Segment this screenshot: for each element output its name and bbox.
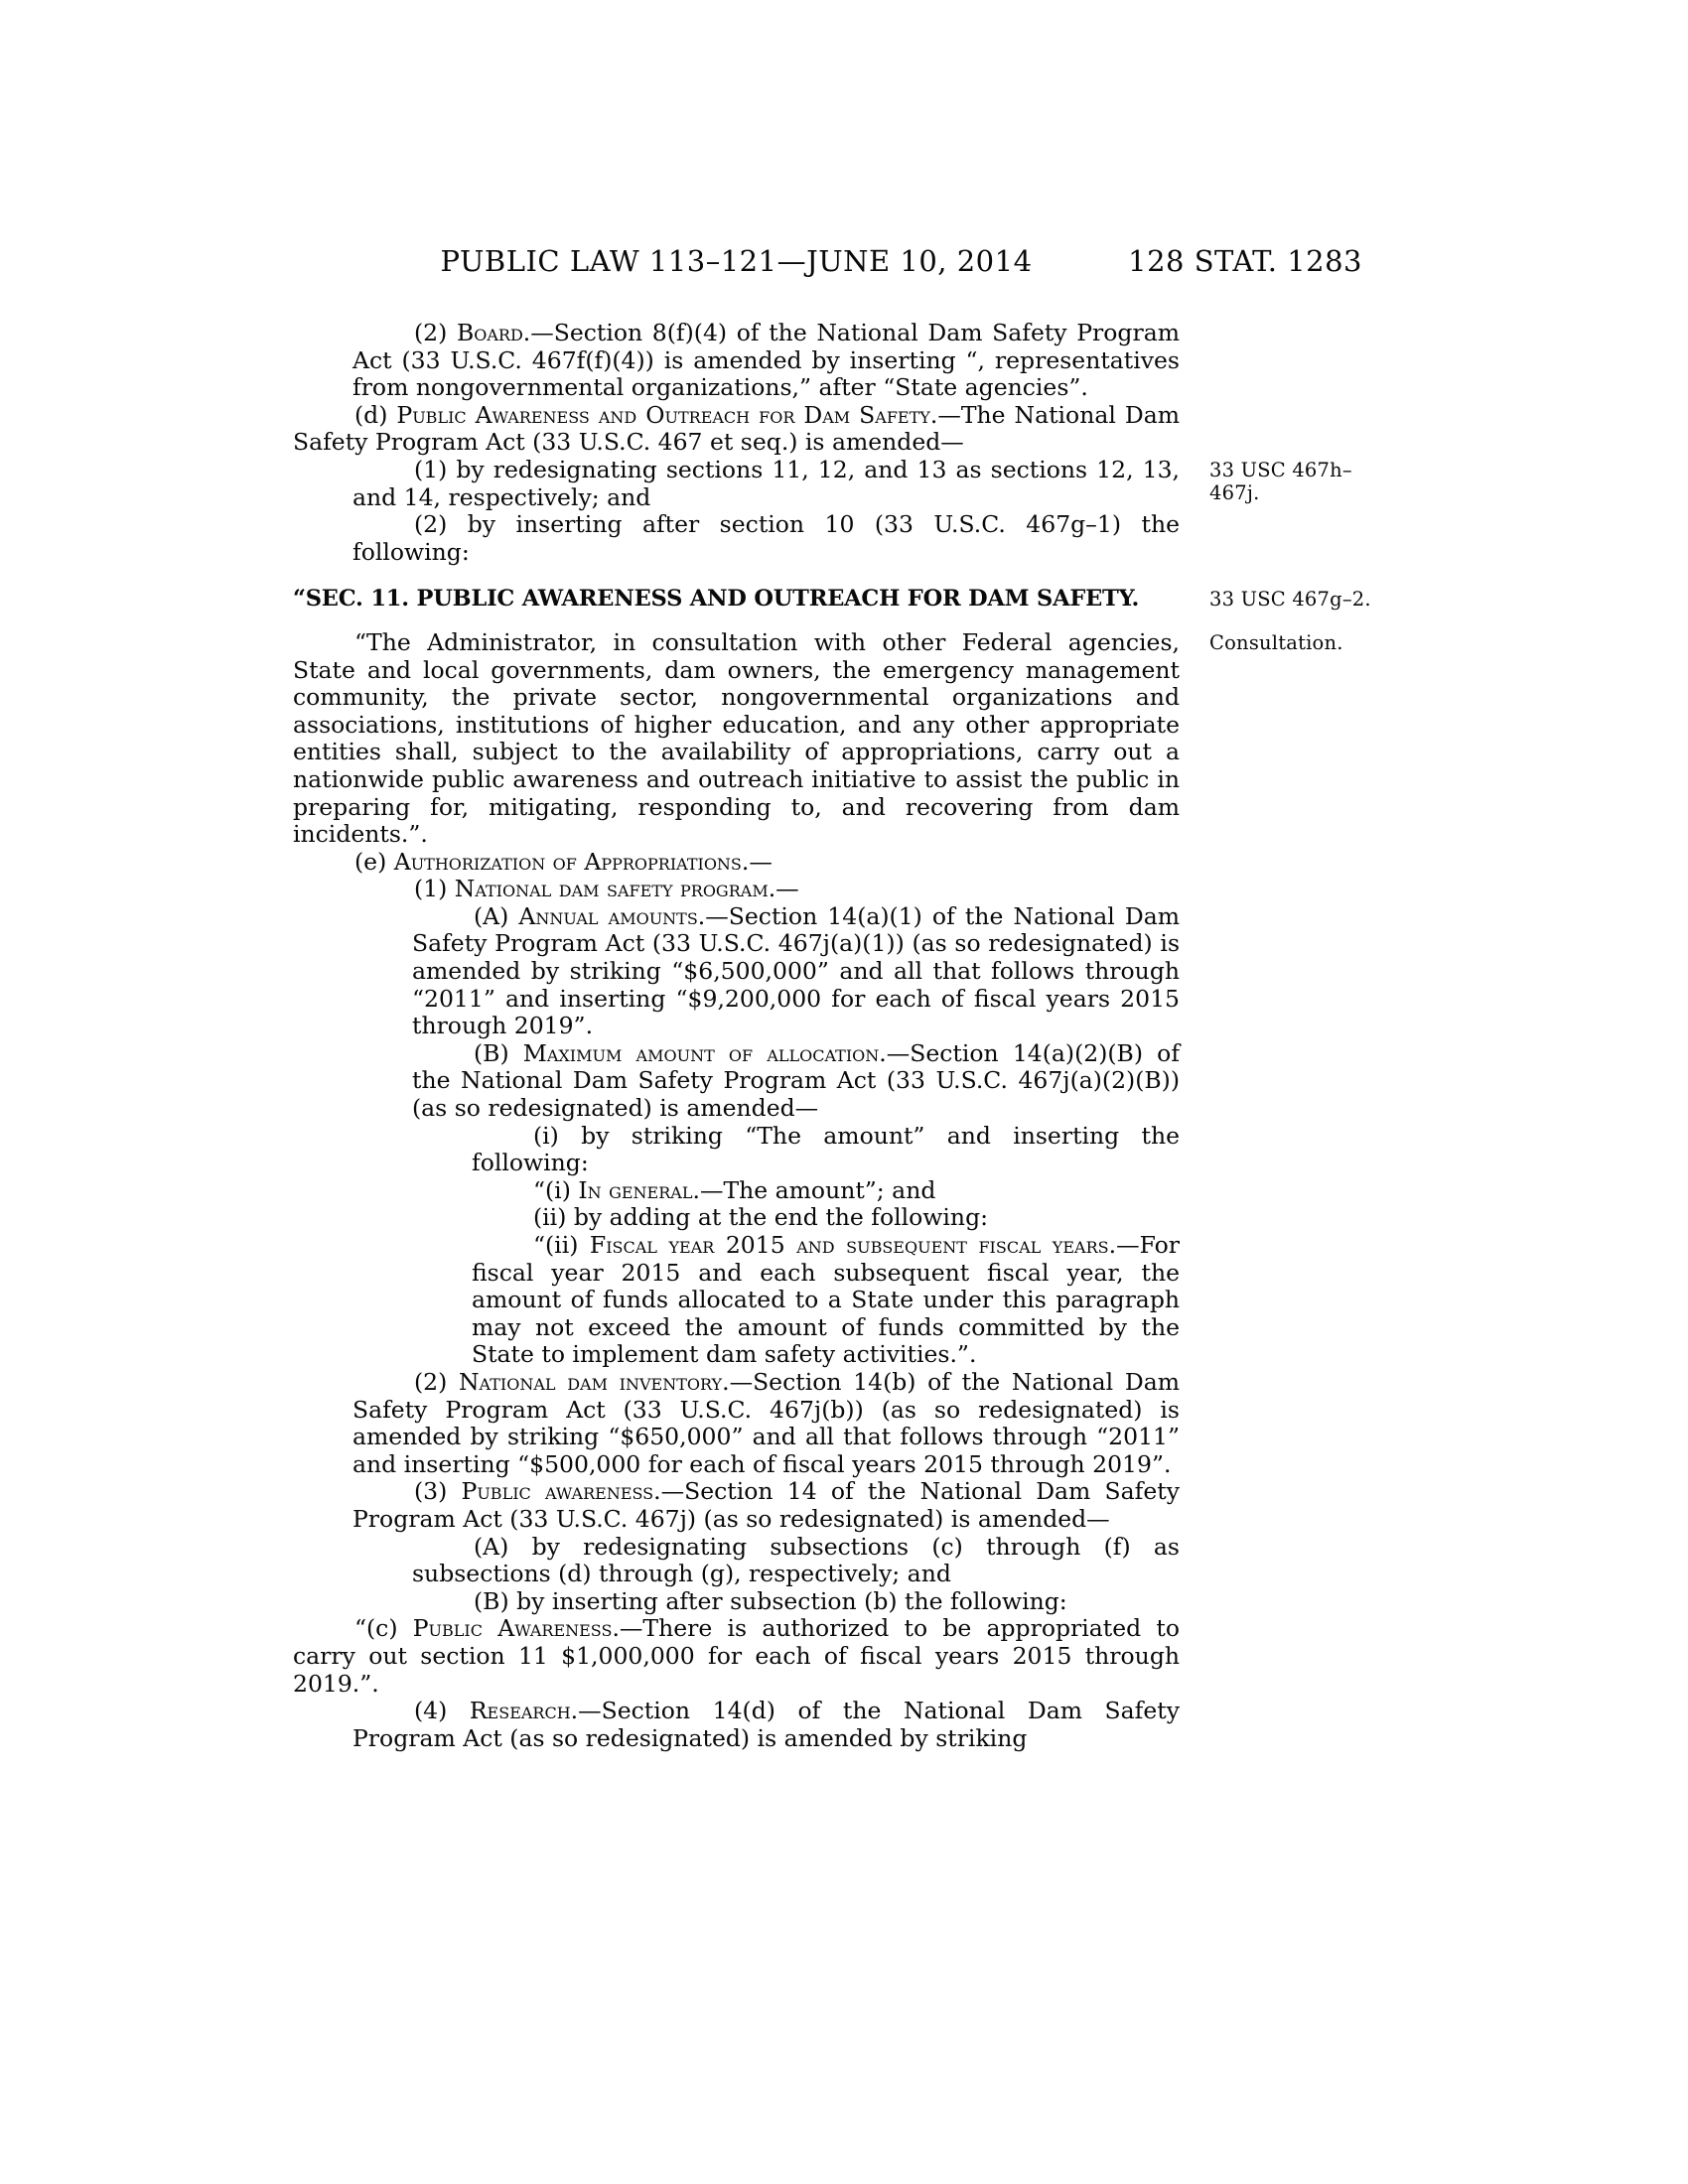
text-run: (i) by striking “The amount” and inserting the following: [472, 1121, 1180, 1177]
text-run: (2) by inserting after section 10 (33 U.S.C. 467g–1) the following: [352, 510, 1180, 566]
text-run: —Section 14(a)(1) of the National Dam Safety Program Act (33 U.S.C. 467j(a)(1)) (as so redesignated) is amended by striking “$6,500,000” and all that follows through “2011” and inserting “$9,200,000 for each of fiscal years 2015 through 2019”. [412, 901, 1181, 1040]
smallcaps-run: National dam safety program. [454, 875, 776, 903]
text-run: (2) [414, 319, 457, 346]
smallcaps-run: Board. [456, 319, 531, 346]
smallcaps-run: Annual amounts. [518, 901, 706, 930]
smallcaps-run: Authorization of Appropriations. [393, 847, 750, 876]
text-run: (1) by redesignating sections 11, 12, and 13 as sections 12, 13, and 14, respectively; and [352, 455, 1180, 511]
text-run: —The National Dam Safety Program Act (33 U.S.C. 467 et seq.) is amended— [293, 400, 1181, 457]
text-run: “SEC. 11. PUBLIC AWARENESS AND OUTREACH FOR DAM SAFETY. [293, 586, 1140, 613]
statute-paragraph [412, 1534, 1180, 1588]
text-run: (A) by redesignating subsections (c) through (f) as subsections (d) through (g), respectively; and [412, 1532, 1180, 1588]
statute-paragraph [293, 627, 1343, 849]
smallcaps-run: Public awareness. [461, 1477, 661, 1506]
text-run: (4) [414, 1697, 470, 1725]
section-heading [293, 586, 1371, 614]
text-run: (3) [414, 1477, 462, 1506]
smallcaps-run: Public Awareness and Outreach for Dam Safety. [396, 400, 938, 429]
text-run: —There is authorized to be appropriated to carry out section 11 $1,000,000 for each of fiscal years 2015 through 2019.”. [293, 1614, 1180, 1698]
text-run: — [775, 875, 799, 903]
statute-paragraph [293, 402, 1180, 457]
text-run: (A) [474, 901, 519, 930]
margin-note: 33 USC 467g–2. [1209, 588, 1371, 612]
text-run: “(c) [354, 1614, 413, 1643]
smallcaps-run: Public Awareness. [412, 1614, 620, 1643]
statute-paragraph [352, 320, 1180, 402]
text-column [293, 319, 1371, 1752]
page-header-stat-number: 128 STAT. 1283 [1128, 244, 1362, 278]
smallcaps-run: Fiscal year 2015 and subsequent fiscal years. [589, 1231, 1117, 1259]
text-run: (e) [354, 847, 394, 876]
smallcaps-run: National dam inventory. [458, 1367, 730, 1396]
text-run: —Section 14(b) of the National Dam Safety Program Act (33 U.S.C. 467j(b)) (as so redesignated) is amended by striking “$650,000” and all that follows through “2011” and inserting “$500,000 for each of fiscal years 2015 through 2019”. [352, 1367, 1180, 1478]
text-run: (B) [474, 1038, 523, 1067]
margin-note: Consultation. [1209, 630, 1343, 654]
page-header-law-title: PUBLIC LAW 113–121—JUNE 10, 2014 [440, 244, 1033, 278]
statute-paragraph [472, 1232, 1180, 1369]
statute-paragraph [412, 1588, 1180, 1616]
statute-paragraph [352, 1369, 1180, 1478]
statute-paragraph [352, 511, 1180, 566]
text-run: —Section 14(a)(2)(B) of the National Dam Safety Program Act (33 U.S.C. 467j(a)(2)(B)) (as so redesignated) is amended— [412, 1038, 1181, 1123]
statute-paragraph [352, 876, 1180, 903]
statute-paragraph [412, 903, 1180, 1040]
text-run: “The Administrator, in consultation with other Federal agencies, State and local governments, dam owners, the emergency management community, the private sector, nongovernmental organizations and associations, institutions of higher education, and any other appropriate entities shall, subject to the availability of appropriations, carry out a nationwide public awareness and outreach initiative to assist the public in preparing for, mitigating, responding to, and recovering from dam incidents.”. [293, 627, 1180, 849]
margin-note: 33 USC 467h–467j. [1209, 458, 1352, 505]
statute-paragraph [352, 1478, 1180, 1533]
smallcaps-run: In general. [578, 1175, 700, 1204]
statute-paragraph [352, 455, 1352, 511]
text-run: —For fiscal year 2015 and each subsequent fiscal year, the amount of funds allocated to a State under this paragraph may not exceed the amount of funds committed by the State to implement dam safety activities.”. [472, 1231, 1180, 1369]
text-run: “(ii) [533, 1231, 590, 1259]
text-run: — [749, 847, 773, 876]
statute-paragraph [293, 1615, 1180, 1698]
statute-paragraph [352, 1698, 1180, 1752]
text-run: (ii) by adding at the end the following: [533, 1203, 989, 1232]
text-run: (B) by inserting after subsection (b) the following: [474, 1586, 1067, 1615]
statute-paragraph [472, 1123, 1180, 1177]
smallcaps-run: Maximum amount of allocation. [522, 1038, 887, 1067]
text-run: —Section 14 of the National Dam Safety Program Act (33 U.S.C. 467j) (as so redesignated) is amended— [352, 1477, 1180, 1533]
text-run: —Section 14(d) of the National Dam Safety Program Act (as so redesignated) is amended by striking [352, 1697, 1180, 1752]
statute-paragraph [412, 1040, 1180, 1123]
text-run: —Section 8(f)(4) of the National Dam Safety Program Act (33 U.S.C. 467f(f)(4)) is amended by inserting “, representatives from nongovernmental organizations,” after “State agencies”. [352, 319, 1181, 402]
text-run: (1) [414, 875, 455, 903]
statute-paragraph [472, 1204, 1180, 1232]
text-run: (2) [414, 1367, 459, 1396]
smallcaps-run: Research. [469, 1697, 579, 1725]
text-run: “(i) [533, 1175, 579, 1204]
statute-paragraph [293, 849, 1180, 877]
statute-paragraph [472, 1177, 1180, 1205]
text-run: (d) [354, 400, 397, 429]
text-run: —The amount”; and [699, 1175, 936, 1204]
